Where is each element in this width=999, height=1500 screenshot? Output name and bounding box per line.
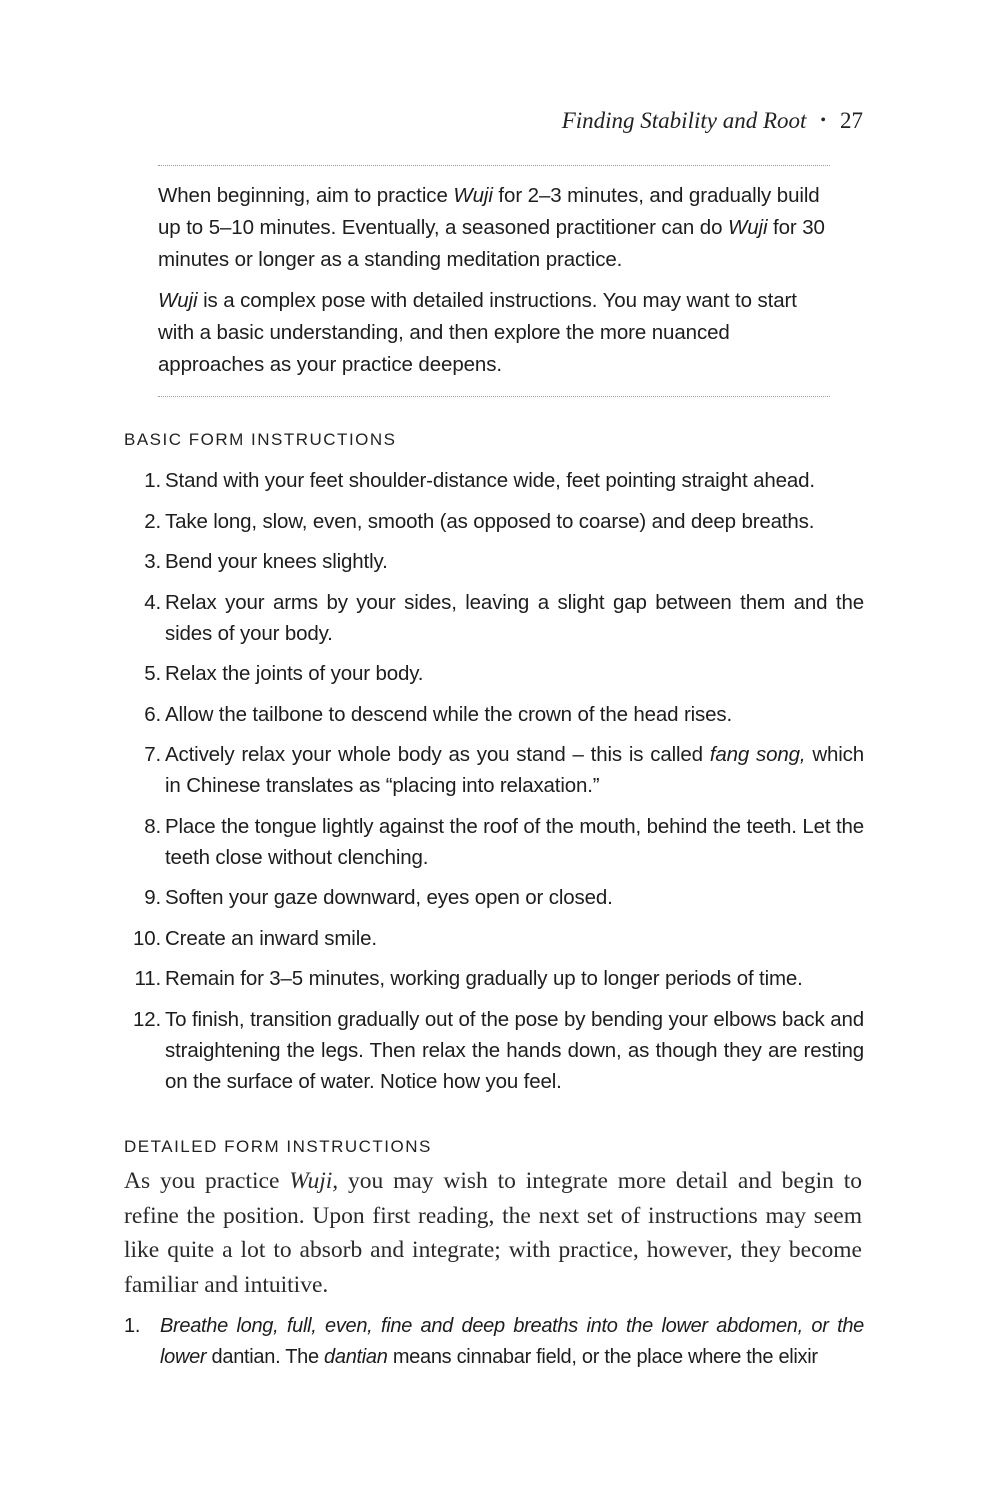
- basic-heading: BASIC FORM INSTRUCTIONS: [124, 430, 397, 449]
- list-item: 12. To finish, transition gradually out of the pose by bending your elbows back and straightening the legs. Then relax the hands down, as though they are resting on the surface of water. Notice how you feel.: [132, 1007, 864, 1093]
- detailed-heading: DETAILED FORM INSTRUCTIONS: [124, 1137, 432, 1156]
- running-header: [562, 108, 863, 134]
- list-item: 4. Relax your arms by your sides, leaving a slight gap between them and the sides of your body.: [144, 590, 864, 645]
- header-bullet: •: [820, 112, 826, 129]
- intro-box: [158, 180, 830, 381]
- list-item: 1. Stand with your feet shoulder-distance wide, feet pointing straight ahead.: [144, 469, 815, 492]
- page-number: 27: [840, 108, 863, 133]
- list-item: 10. Create an inward smile.: [132, 926, 377, 950]
- list-item: 6. Allow the tailbone to descend while the crown of the head rises.: [144, 702, 733, 726]
- intro-paragraph-1: When beginning, aim to practice Wuji for 2–3 minutes, and gradually build up to 5–10 minutes. Eventually, a seasoned practitioner can do Wuji for 30 minutes or longer as a standing meditation practice.: [158, 184, 825, 271]
- detailed-intro-paragraph: As you practice Wuji, you may wish to integrate more detail and begin to refine the position. Upon first reading, the next set of instructions may seem like quite a lot to absorb and integrate; with practice, however, they become familiar and intuitive.: [124, 1168, 862, 1298]
- list-item: 7. Actively relax your whole body as you stand – this is called fang song, which in Chinese translates as “placing into relaxation.”: [144, 743, 864, 797]
- detailed-instructions-list: [124, 1311, 864, 1373]
- list-item: 9. Soften your gaze downward, eyes open or closed.: [144, 886, 613, 909]
- basic-instructions-list: [124, 465, 864, 1106]
- box-bottom-rule: [158, 396, 830, 397]
- list-item: 1. Breathe long, full, even, fine and deep breaths into the lower abdomen, or the lower dantian. The dantian means cinnabar field, or the place where the elixir: [124, 1315, 864, 1368]
- list-item: 8. Place the tongue lightly against the roof of the mouth, behind the teeth. Let the teeth close without clenching.: [144, 814, 865, 869]
- running-title: Finding Stability and Root: [561, 108, 807, 133]
- list-item: 3. Bend your knees slightly.: [144, 550, 388, 573]
- intro-paragraph-2: Wuji is a complex pose with detailed instructions. You may want to start with a basic understanding, and then explore the more nuanced approaches as your practice deepens.: [158, 289, 797, 376]
- list-item: 2. Take long, slow, even, smooth (as opposed to coarse) and deep breaths.: [144, 509, 815, 533]
- box-top-rule: [158, 165, 830, 166]
- list-item: 5. Relax the joints of your body.: [144, 662, 424, 685]
- list-item: 11. Remain for 3–5 minutes, working gradually up to longer periods of time.: [134, 967, 803, 990]
